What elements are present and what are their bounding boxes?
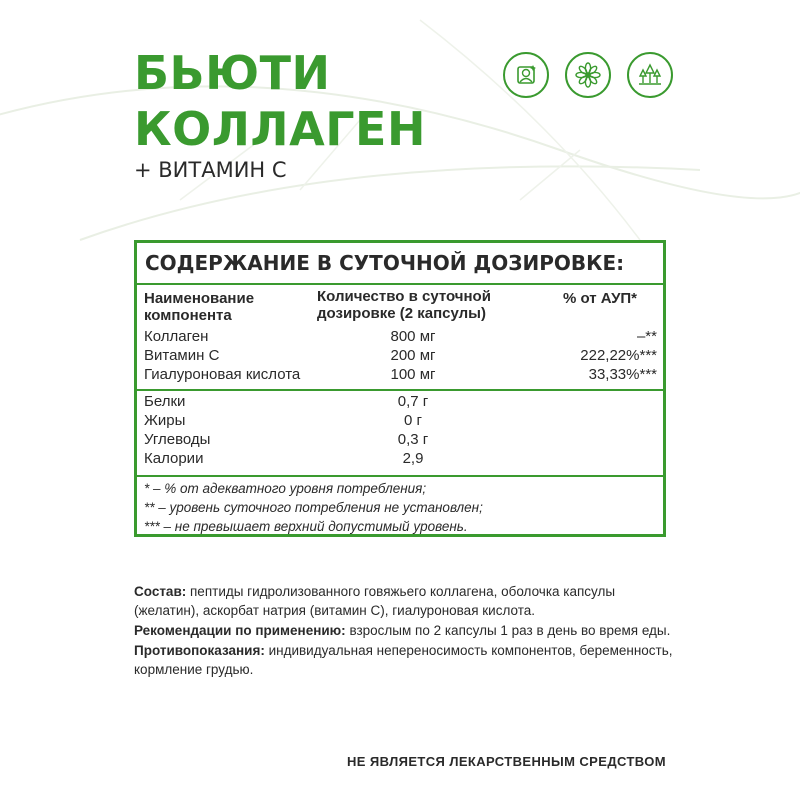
table-row [137,347,663,365]
footnote: ** – уровень суточного потребления не установлен; [144,500,483,515]
row-percent: 33,33%*** [588,366,657,383]
table-row [137,328,663,346]
divider [137,475,663,477]
row-name: Витамин С [144,347,220,364]
nutrition-name: Углеводы [144,431,211,448]
nutrition-row [137,412,663,430]
contraindications-label: Противопоказания: [134,643,265,658]
product-subtitle: + ВИТАМИН С [134,158,287,182]
row-name: Гиалуроновая кислота [144,366,301,383]
usage-text: взрослым по 2 капсулы 1 раз в день во время еды. [345,623,671,638]
product-title-line-1: БЬЮТИ [134,46,331,100]
row-name: Коллаген [144,328,209,345]
nutrition-row [137,450,663,468]
nutrition-amount: 0,7 г [397,393,429,410]
divider [137,283,663,285]
header-text: Наименование [144,290,255,307]
nutrition-name: Калории [144,450,204,467]
column-header-component [144,290,304,324]
panel-title: СОДЕРЖАНИЕ В СУТОЧНОЙ ДОЗИРОВКЕ: [145,251,625,275]
flower-icon [565,52,611,98]
feature-icons [503,52,673,98]
row-amount: 800 мг [390,328,436,345]
composition-paragraph [134,582,674,620]
daily-dose-panel [134,240,666,537]
face-portrait-icon [503,52,549,98]
column-header-amount [317,288,537,322]
usage-paragraph [134,621,674,640]
nutrition-amount: 2,9 [402,450,424,467]
row-percent: –** [636,328,657,345]
row-amount: 200 мг [390,347,436,364]
nutrition-name: Белки [144,393,186,410]
composition-label: Состав: [134,584,187,599]
row-percent: 222,22%*** [580,347,657,364]
trees-icon [627,52,673,98]
nutrition-row [137,431,663,449]
footnotes [144,479,659,536]
footnote: * – % от адекватного уровня потребления; [144,481,427,496]
header-text: Количество в суточной [317,288,491,305]
disclaimer: НЕ ЯВЛЯЕТСЯ ЛЕКАРСТВЕННЫМ СРЕДСТВОМ [347,754,666,769]
divider [137,389,663,391]
composition-text: пептиды гидролизованного говяжьего коллагена, оболочка капсулы (желатин), аскорбат натрия (витамин С), гиалуроновая кислота. [134,584,616,618]
contraindications-text: индивидуальная непереносимость компонентов, беременность, кормление грудью. [134,643,673,677]
nutrition-amount: 0 г [404,412,422,429]
header-text: дозировке (2 капсулы) [317,305,486,322]
column-header-percent: % от АУП* [563,290,638,307]
usage-label: Рекомендации по применению: [134,623,346,638]
product-title-line-2: КОЛЛАГЕН [134,102,426,156]
header-text: компонента [144,307,232,324]
contraindications-paragraph [134,641,674,679]
nutrition-name: Жиры [144,412,186,429]
row-amount: 100 мг [390,366,436,383]
table-row [137,366,663,384]
nutrition-row [137,393,663,411]
footnote: *** – не превышает верхний допустимый уровень. [144,519,468,534]
product-description [134,582,674,680]
nutrition-amount: 0,3 г [397,431,429,448]
